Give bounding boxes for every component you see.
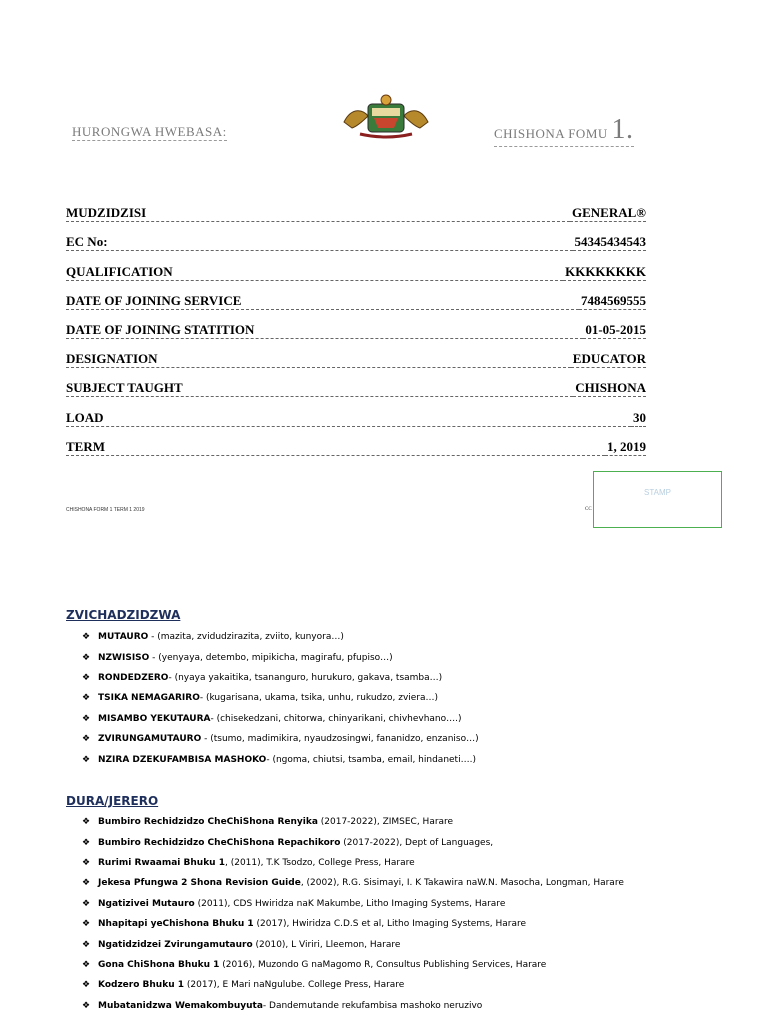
diamond-bullet-icon: ❖ [82, 754, 91, 765]
field-value: 01-05-2015 [585, 321, 646, 337]
item-title: TSIKA NEMAGARIRO [98, 693, 200, 704]
form-label: CHISHONA FOMU [494, 126, 608, 141]
list-item [82, 812, 624, 832]
diamond-bullet-icon: ❖ [82, 693, 91, 704]
list-item [82, 709, 479, 729]
item-title: NZWISISO [98, 652, 150, 663]
field-value: 7484569555 [581, 292, 646, 308]
field-row [66, 193, 646, 222]
field-row [66, 427, 646, 456]
list-item [82, 647, 479, 667]
field-value: 54345434543 [574, 234, 646, 250]
item-detail: (2010), L Viriri, Lleemon, Harare [252, 939, 401, 950]
diamond-bullet-icon: ❖ [82, 713, 91, 724]
field-label: DATE OF JOINING STATITION [66, 322, 583, 339]
field-value: EDUCATOR [572, 351, 646, 367]
field-label: DESIGNATION [66, 351, 571, 368]
item-title: Kodzero Bhuku 1 [98, 980, 185, 991]
item-detail: - (yenyaya, detembo, mipikicha, magirafu, pfupiso…) [149, 652, 393, 663]
item-detail: , (2011), T.K Tsodzo, College Press, Harare [224, 857, 415, 868]
field-row [66, 222, 646, 251]
stamp-label: STAMP [644, 488, 671, 497]
teacher-details [66, 193, 646, 456]
item-detail: (2017), E Mari naNgulube. College Press, Harare [184, 980, 405, 991]
item-detail: (2016), Muzondo G naMagomo R, Consultus Publishing Services, Harare [219, 959, 547, 970]
item-title: Nhapitapi yeChishona Bhuku 1 [98, 919, 254, 930]
diamond-bullet-icon: ❖ [82, 878, 91, 889]
coat-of-arms-logo [338, 92, 434, 140]
list-item [82, 853, 624, 873]
form-number: 1. [611, 114, 634, 145]
list-item [82, 729, 479, 749]
item-detail: (2017-2022), Dept of Languages, [340, 837, 494, 848]
footer-right-caption: CC [585, 507, 592, 512]
field-label: DATE OF JOINING SERVICE [66, 293, 579, 310]
list-item [82, 627, 479, 647]
diamond-bullet-icon: ❖ [82, 919, 91, 930]
stamp-box [593, 471, 722, 528]
field-value: 1, 2019 [607, 438, 646, 454]
item-title: Bumbiro Rechidzidzo CheChiShona Repachikoro [98, 837, 341, 848]
list-item [82, 749, 479, 769]
item-detail: , (2002), R.G. Sisimayi, I. K Takawira naW.N. Masocha, Longman, Harare [300, 878, 624, 889]
item-title: Rurimi Rwaamai Bhuku 1 [98, 857, 225, 868]
field-row [66, 281, 646, 310]
diamond-bullet-icon: ❖ [82, 734, 91, 745]
list-item [82, 688, 479, 708]
field-row [66, 251, 646, 280]
item-title: ZVIRUNGAMUTAURO [98, 734, 202, 745]
diamond-bullet-icon: ❖ [82, 857, 91, 868]
item-detail: (2017), Hwiridza C.D.S et al, Litho Imaging Systems, Harare [253, 919, 527, 930]
item-title: Mubatanidzwa Wemakombuyuta [98, 1000, 263, 1011]
diamond-bullet-icon: ❖ [82, 652, 91, 663]
item-detail: - (tsumo, madimikira, nyaudzosingwi, fananidzo, enzaniso…) [201, 734, 479, 745]
item-title: Bumbiro Rechidzidzo CheChiShona Renyika [98, 817, 318, 828]
references-list [82, 812, 624, 1016]
diamond-bullet-icon: ❖ [82, 959, 91, 970]
list-item [82, 894, 624, 914]
field-label: SUBJECT TAUGHT [66, 380, 573, 397]
item-detail: - (nyaya yakaitika, tsananguro, hurukuro, gakava, tsamba…) [168, 672, 443, 683]
header-right-title [494, 114, 634, 147]
topics-list [82, 627, 479, 770]
item-title: MISAMBO YEKUTAURA [98, 713, 211, 724]
list-item [82, 975, 624, 995]
field-value: 30 [633, 409, 646, 425]
diamond-bullet-icon: ❖ [82, 939, 91, 950]
diamond-bullet-icon: ❖ [82, 898, 91, 909]
item-title: Gona ChiShona Bhuku 1 [98, 959, 220, 970]
diamond-bullet-icon: ❖ [82, 837, 91, 848]
list-item [82, 996, 624, 1016]
field-label: TERM [66, 439, 605, 456]
footer-caption: CHISHONA FORM 1 TERM 1 2019 [66, 507, 145, 513]
item-title: MUTAURO [98, 632, 149, 643]
section-title-zvichadzidzwa: ZVICHADZIDZWA [66, 608, 181, 622]
item-detail: - (ngoma, chiutsi, tsamba, email, hindaneti….) [266, 754, 476, 765]
list-item [82, 934, 624, 954]
item-title: RONDEDZERO [98, 672, 169, 683]
item-title: NZIRA DZEKUFAMBISA MASHOKO [98, 754, 267, 765]
diamond-bullet-icon: ❖ [82, 1000, 91, 1011]
item-detail: - Dandemutande rekufambisa mashoko neruzivo [262, 1000, 483, 1011]
item-detail: - (mazita, zvidudzirazita, zviito, kunyora…) [148, 632, 344, 643]
field-label: QUALIFICATION [66, 264, 563, 281]
item-title: Jekesa Pfungwa 2 Shona Revision Guide [98, 878, 301, 889]
field-row [66, 339, 646, 368]
list-item [82, 914, 624, 934]
item-detail: - (kugarisana, ukama, tsika, unhu, rukudzo, zviera…) [199, 693, 439, 704]
field-row [66, 397, 646, 426]
field-label: MUDZIDZISI [66, 205, 570, 222]
field-row [66, 310, 646, 339]
list-item [82, 668, 479, 688]
diamond-bullet-icon: ❖ [82, 632, 91, 643]
field-row [66, 368, 646, 397]
diamond-bullet-icon: ❖ [82, 980, 91, 991]
field-value: GENERAL® [571, 205, 646, 221]
item-detail: - (chisekedzani, chitorwa, chinyarikani, chivhevhano….) [210, 713, 462, 724]
item-detail: (2011), CDS Hwiridza naK Makumbe, Litho Imaging Systems, Harare [194, 898, 506, 909]
list-item [82, 832, 624, 852]
header-left-title: HURONGWA HWEBASA: [72, 124, 227, 139]
list-item [82, 873, 624, 893]
field-label: LOAD [66, 410, 631, 427]
item-detail: (2017-2022), ZIMSEC, Harare [317, 817, 454, 828]
section-title-dura-jerero: DURA/JERERO [66, 794, 159, 808]
item-title: Ngatizivei Mutauro [98, 898, 195, 909]
field-value: KKKKKKKK [565, 263, 646, 279]
field-value: CHISHONA [575, 380, 646, 396]
diamond-bullet-icon: ❖ [82, 817, 91, 828]
item-title: Ngatidzidzei Zvirungamutauro [98, 939, 253, 950]
field-label: EC No: [66, 234, 573, 251]
list-item [82, 955, 624, 975]
diamond-bullet-icon: ❖ [82, 672, 91, 683]
